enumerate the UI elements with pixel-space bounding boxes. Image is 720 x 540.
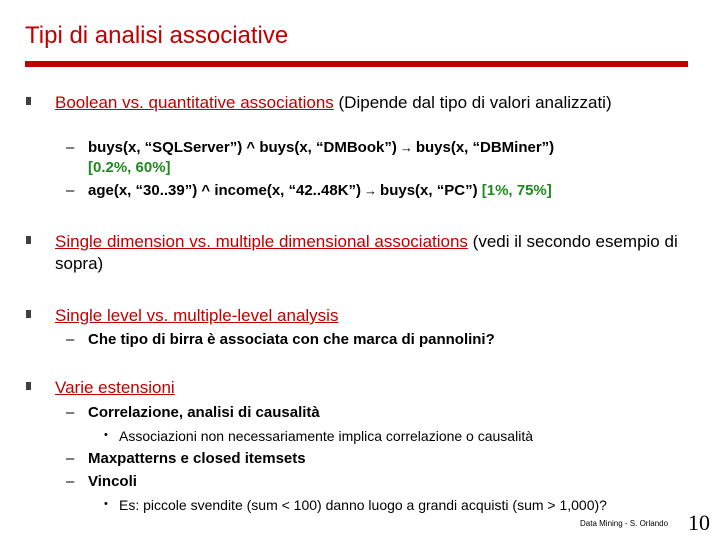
- bullet-text: (vedi il secondo esempio di sopra): [55, 232, 678, 273]
- dash-marker: –: [66, 404, 75, 421]
- title-divider: [25, 61, 688, 67]
- sub-item-correlazione: [66, 403, 688, 423]
- sub-sub-item-text: Es: piccole svendite (sum < 100) danno luogo a grandi acquisti (sum > 1,000)?: [119, 497, 607, 513]
- implies-arrow-icon: →: [399, 140, 413, 155]
- sub-item-birra: [66, 330, 688, 350]
- dash-marker: –: [66, 182, 75, 199]
- rule-antecedent: age(x, “30..39”) ^ income(x, “42..48K”): [88, 182, 362, 199]
- sub-sub-item-svendite: [104, 496, 679, 514]
- square-bullet-icon: [26, 97, 31, 105]
- rule-support-confidence: [0.2%, 60%]: [88, 159, 171, 176]
- dash-marker: –: [66, 139, 75, 156]
- bullet-single-multiple-level: [55, 305, 695, 327]
- slide-footer: Data Mining - S. Orlando: [580, 519, 669, 528]
- sub-item-text: Maxpatterns e closed itemsets: [88, 450, 306, 467]
- example-rule-2: [66, 181, 688, 201]
- rule-consequent: buys(x, “PC”): [380, 182, 478, 199]
- rule-consequent: buys(x, “DBMiner”): [415, 139, 555, 156]
- dash-marker: –: [66, 473, 75, 490]
- dash-marker: –: [66, 331, 75, 348]
- square-bullet-icon: [26, 382, 31, 390]
- sub-item-maxpatterns: [66, 449, 688, 469]
- dot-marker: •: [104, 498, 108, 510]
- sub-item-vincoli: [66, 472, 688, 492]
- dot-marker: •: [104, 429, 108, 441]
- sub-item-text: Che tipo di birra è associata con che marca di pannolini?: [88, 331, 495, 348]
- bullet-link[interactable]: Single dimension vs. multiple dimensional associations: [55, 232, 468, 251]
- square-bullet-icon: [26, 236, 31, 244]
- sub-item-text: Vincoli: [88, 473, 137, 490]
- sub-sub-item-associazioni: [104, 427, 679, 445]
- sub-sub-item-text: Associazioni non necessariamente implica correlazione o causalità: [119, 428, 533, 444]
- bullet-boolean-quantitative: [55, 92, 695, 114]
- bullet-single-multiple-dimension: [55, 231, 695, 275]
- sub-item-text: Correlazione, analisi di causalità: [88, 404, 320, 421]
- rule-support-confidence: [1%, 75%]: [481, 182, 552, 199]
- bullet-link[interactable]: Boolean vs. quantitative associations: [55, 93, 334, 112]
- implies-arrow-icon: →: [364, 183, 378, 198]
- square-bullet-icon: [26, 310, 31, 318]
- example-rule-1: [66, 138, 688, 178]
- slide-title: Tipi di analisi associative: [25, 22, 289, 49]
- dash-marker: –: [66, 450, 75, 467]
- page-number: 10: [688, 510, 710, 535]
- bullet-text: (Dipende dal tipo di valori analizzati): [333, 93, 612, 112]
- bullet-link[interactable]: Varie estensioni: [55, 378, 175, 397]
- rule-antecedent: buys(x, “SQLServer”) ^ buys(x, “DMBook”): [88, 139, 397, 156]
- bullet-varie-estensioni: [55, 377, 695, 399]
- bullet-link[interactable]: Single level vs. multiple-level analysis: [55, 306, 339, 325]
